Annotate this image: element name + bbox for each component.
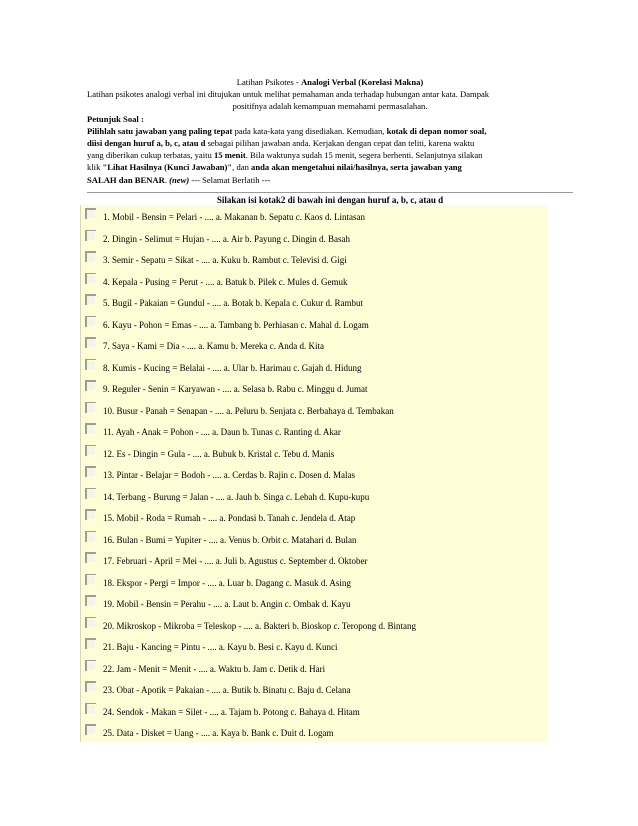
question-text: 15. Mobil - Roda = Rumah - .... a. Pondasi b. Tanah c. Jendela d. Atap xyxy=(103,513,356,523)
intro-line-1: Latihan psikotes analogi verbal ini ditujukan untuk melihat pemahaman anda terhadap hubungan antar kata. Dampak xyxy=(87,89,490,100)
answer-input-fill xyxy=(87,533,95,541)
question-text: 5. Bugil - Pakaian = Gundul - .... a. Botak b. Kepala c. Cukur d. Rambut xyxy=(103,298,364,308)
page-title xyxy=(87,76,573,88)
instructions-line-1 xyxy=(87,125,573,137)
question-row xyxy=(81,528,548,550)
answer-input-fill xyxy=(87,576,95,584)
quiz-instruction-title: Silakan isi kotak2 di bawah ini dengan huruf a, b, c, atau d xyxy=(216,195,444,205)
question-row xyxy=(81,485,548,507)
question-text: 13. Pintar - Belajar = Bodoh - .... a. Cerdas b. Rajin c. Dosen d. Malas xyxy=(103,470,356,480)
question-text: 19. Mobil - Bensin = Perahu - .... a. Laut b. Angin c. Ombak d. Kayu xyxy=(103,599,351,609)
answer-input-fill xyxy=(87,361,95,369)
answer-input-box[interactable] xyxy=(85,660,96,671)
question-row xyxy=(81,571,548,593)
instr-text-2: sebagai pilihan jawaban anda. Kerjakan dengan cepat dan teliti, karena waktu xyxy=(205,138,475,149)
title-bold: Analogi Verbal (Korelasi Makna) xyxy=(300,77,424,87)
question-row xyxy=(81,377,548,399)
question-row xyxy=(81,463,548,485)
answer-input-box[interactable] xyxy=(85,294,96,305)
instr-text-4: klik xyxy=(87,162,103,173)
instr-text-5b: --- Selamat Berlatih --- xyxy=(189,174,271,185)
instructions-line-4 xyxy=(87,161,573,173)
question-row xyxy=(81,506,548,528)
answer-input-fill xyxy=(87,705,95,713)
question-text: 2. Dingin - Selimut = Hujan - .... a. Air b. Payung c. Dingin d. Basah xyxy=(103,233,351,244)
question-row xyxy=(81,248,548,270)
question-text: 16. Bulan - Bumi = Yupiter - .... a. Venus b. Orbit c. Matahari d. Bulan xyxy=(103,534,357,545)
instructions-line-3 xyxy=(87,149,573,161)
question-text: 24. Sendok - Makan = Silet - .... a. Tajam b. Potong c. Bahaya d. Hitam xyxy=(103,706,360,717)
question-row xyxy=(81,700,548,722)
question-text: 9. Reguler - Senin = Karyawan - .... a. Selasa b. Rabu c. Minggu d. Jumat xyxy=(103,384,368,394)
answer-input-fill xyxy=(87,253,95,261)
answer-input-box[interactable] xyxy=(85,251,96,262)
question-row xyxy=(81,592,548,614)
instr-bold-1b: kotak di depan nomor soal, xyxy=(386,125,487,136)
question-text: 18. Ekspor - Pergi = Impor - .... a. Luar b. Dagang c. Masuk d. Asing xyxy=(103,577,351,588)
title-prefix: Latihan Psikotes - xyxy=(236,77,301,87)
instructions-line-5 xyxy=(87,174,573,186)
answer-input-fill xyxy=(87,619,95,627)
question-row xyxy=(81,356,548,378)
answer-input-fill xyxy=(87,296,95,304)
answer-input-box[interactable] xyxy=(85,574,96,585)
question-row xyxy=(81,721,548,743)
answer-input-fill xyxy=(87,339,95,347)
question-row xyxy=(81,442,548,464)
answer-input-fill xyxy=(87,683,95,691)
question-text: 7. Saya - Kami = Dia - .... a. Kamu b. Mereka c. Anda d. Kita xyxy=(103,341,325,351)
answer-input-fill xyxy=(87,232,95,240)
question-row xyxy=(81,399,548,421)
question-text: 22. Jam - Menit = Menit - .... a. Waktu b. Jam c. Detik d. Hari xyxy=(103,663,326,674)
answer-input-fill xyxy=(87,640,95,648)
question-text: 8. Kumis - Kucing = Belalai - .... a. Ular b. Harimau c. Gajah d. Hidung xyxy=(103,362,362,373)
question-row xyxy=(81,549,548,571)
instr-bold-3: 15 menit xyxy=(213,150,246,161)
question-text: 1. Mobil - Bensin = Pelari - .... a. Makanan b. Sepatu c. Kaos d. Lintasan xyxy=(103,212,366,222)
answer-input-box[interactable] xyxy=(85,359,96,370)
question-text: 20. Mikroskop - Mikroba = Teleskop - .... a. Bakteri b. Bioskop c. Teropong d. Bintang xyxy=(103,620,416,631)
question-text: 10. Busur - Panah = Senapan - .... a. Peluru b. Senjata c. Berbahaya d. Tembakan xyxy=(103,405,394,416)
intro-line-2: positifnya adalah kemampuan memahami permasalahan. xyxy=(232,101,428,112)
new-badge: (new) xyxy=(169,174,190,185)
page-content xyxy=(87,76,573,186)
question-row xyxy=(81,635,548,657)
question-text: 25. Data - Disket = Uang - .... a. Kaya b. Bank c. Duit d. Logam xyxy=(103,728,334,738)
answer-input-box[interactable] xyxy=(85,273,96,284)
answer-input-box[interactable] xyxy=(85,445,96,456)
answer-input-fill xyxy=(87,318,95,326)
answer-input-fill xyxy=(87,554,95,562)
answer-input-fill xyxy=(87,597,95,605)
question-text: 14. Terbang - Burung = Jalan - .... a. Jauh b. Singa c. Lebah d. Kupu-kupu xyxy=(103,491,370,502)
question-row xyxy=(81,270,548,292)
answer-input-box[interactable] xyxy=(85,703,96,714)
answer-input-box[interactable] xyxy=(85,337,96,348)
question-row xyxy=(81,657,548,679)
question-text: 6. Kayu - Pohon = Emas - .... a. Tambang b. Perhiasan c. Mahal d. Logam xyxy=(103,319,369,330)
question-row xyxy=(81,614,548,636)
question-row xyxy=(81,205,548,227)
answer-input-box[interactable] xyxy=(85,681,96,692)
question-text: 3. Semir - Sepatu = Sikat - .... a. Kuku b. Rambut c. Televisi d. Gigi xyxy=(103,255,347,265)
answer-input-fill xyxy=(87,662,95,670)
answer-input-fill xyxy=(87,425,95,433)
question-text: 21. Baju - Kancing = Pintu - .... a. Kayu b. Besi c. Kayu d. Kunci xyxy=(103,642,338,652)
question-row xyxy=(81,420,548,442)
answer-input-box[interactable] xyxy=(85,595,96,606)
question-text: 12. Es - Dingin = Gula - .... a. Bubuk b. Kristal c. Tebu d. Manis xyxy=(103,448,335,459)
answer-input-box[interactable] xyxy=(85,466,96,477)
question-row xyxy=(81,678,548,700)
question-row xyxy=(81,334,548,356)
answer-input-box[interactable] xyxy=(85,509,96,520)
divider xyxy=(87,192,573,193)
question-text: 4. Kepala - Pusing = Perut - .... a. Batuk b. Pilek c. Mules d. Gemuk xyxy=(103,276,348,287)
question-row xyxy=(81,291,548,313)
answer-input-box[interactable] xyxy=(85,208,96,219)
instr-text-1: pada kata-kata yang disediakan. Kemudian, xyxy=(232,125,387,136)
answer-input-fill xyxy=(87,726,95,734)
answer-input-fill xyxy=(87,447,95,455)
question-panel xyxy=(80,205,548,742)
answer-input-box[interactable] xyxy=(85,402,96,413)
instructions-line-2 xyxy=(87,137,573,149)
answer-input-box[interactable] xyxy=(85,531,96,542)
answer-input-box[interactable] xyxy=(85,316,96,327)
answer-input-fill xyxy=(87,275,95,283)
answer-input-box[interactable] xyxy=(85,638,96,649)
instr-text-5: . xyxy=(164,174,170,185)
instr-bold-1: Pilihlah satu jawaban yang paling tepat xyxy=(87,125,233,136)
answer-input-box[interactable] xyxy=(85,617,96,628)
instr-bold-5: SALAH dan BENAR xyxy=(87,174,165,185)
question-row xyxy=(81,227,548,249)
answer-input-fill xyxy=(87,511,95,519)
answer-key-link[interactable]: "Lihat Hasilnya (Kunci Jawaban)" xyxy=(102,162,233,173)
instr-bold-2: diisi dengan huruf a, b, c, atau d xyxy=(87,138,206,149)
answer-input-box[interactable] xyxy=(85,488,96,499)
answer-input-box[interactable] xyxy=(85,724,96,735)
instructions-heading: Petunjuk Soal : xyxy=(87,113,144,124)
answer-input-fill xyxy=(87,382,95,390)
instr-text-3b: . Bila waktunya sudah 15 menit, segera berhenti. Selanjutnya silakan xyxy=(245,150,483,161)
question-text: 11. Ayah - Anak = Pohon - .... a. Daun b. Tunas c. Ranting d. Akar xyxy=(103,427,341,437)
answer-input-fill xyxy=(87,490,95,498)
answer-input-box[interactable] xyxy=(85,230,96,241)
answer-input-box[interactable] xyxy=(85,552,96,563)
answer-input-box[interactable] xyxy=(85,423,96,434)
instr-text-3: yang diberikan cukup terbatas, yaitu xyxy=(87,150,214,161)
answer-input-fill xyxy=(87,404,95,412)
answer-input-fill xyxy=(87,210,95,218)
answer-input-fill xyxy=(87,468,95,476)
instr-bold-4b: anda akan mengetahui nilai/hasilnya, serta jawaban yang xyxy=(251,162,462,173)
instr-text-4b: , dan xyxy=(232,162,252,173)
question-text: 23. Obat - Apotik = Pakaian - .... a. Butik b. Binatu c. Baju d. Celana xyxy=(103,685,351,695)
answer-input-box[interactable] xyxy=(85,380,96,391)
question-text: 17. Februari - April = Mei - .... a. Juli b. Agustus c. September d. Oktober xyxy=(103,556,368,566)
question-row xyxy=(81,313,548,335)
